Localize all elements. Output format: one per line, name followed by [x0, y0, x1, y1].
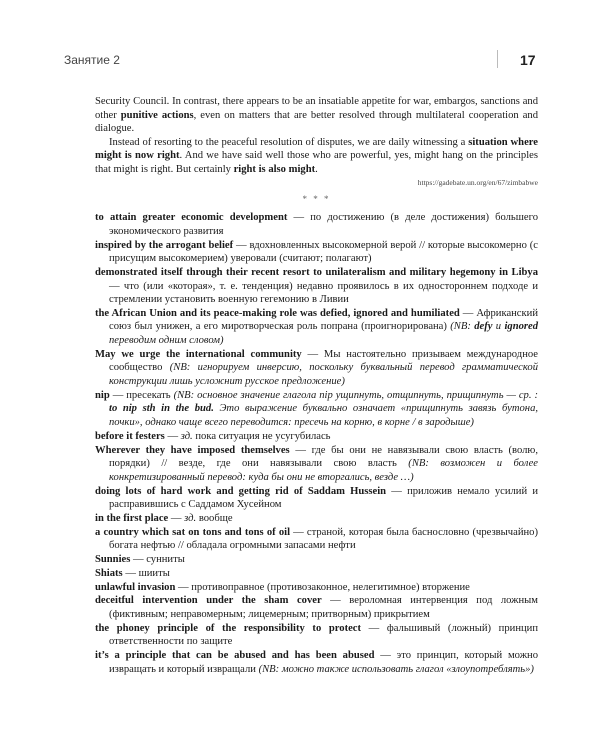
entry-festers	[95, 430, 538, 444]
glossary-translation: — страной, которая была баснословно (чрезвычайно) богата нефтью // обладала огромными запасами нефти	[109, 526, 538, 552]
glossary-translation: — вдохновленных высокомерной верой // которые высокомерно (с присущим высокомерием) уверовали (считают; полагают)	[109, 239, 538, 265]
glossary-translation: — где бы они не навязывали свою власть (волю, порядки) // везде, где они навязывали свою власть	[109, 444, 538, 470]
glossary-translation: — приложив немало усилий и расправившись с Саддамом Хусейном	[109, 485, 538, 511]
glossary-note: ignored	[504, 321, 539, 333]
entry-shiats	[95, 567, 538, 581]
glossary-term: inspired by the arrogant belief	[95, 239, 234, 251]
entry-responsibility-to-protect	[95, 622, 538, 649]
glossary-term: before it festers	[95, 430, 165, 442]
entry-imposed-themselves	[95, 444, 538, 485]
glossary-term: Shiats	[95, 567, 123, 579]
entry-african-union	[95, 307, 538, 348]
entry-economic-development	[95, 211, 538, 238]
glossary-term: the phoney principle of the responsibility to protect	[95, 622, 362, 634]
glossary-translation: — это принцип, который можно извращать и который извращали	[109, 650, 538, 675]
glossary-note: зд.	[184, 512, 197, 524]
glossary-term: it’s a principle that can be abused and has been abused	[95, 650, 375, 662]
glossary-translation: —	[168, 512, 185, 524]
glossary-term: Wherever they have imposed themselves	[95, 444, 290, 456]
glossary-term: nip	[95, 389, 110, 401]
glossary-translation: вообще	[196, 512, 233, 524]
page-number: 17	[520, 52, 536, 68]
entry-unlawful-invasion	[95, 581, 538, 595]
glossary-term: doing lots of hard work and getting rid of Saddam Hussein	[95, 485, 387, 497]
entry-abused-principle	[95, 649, 538, 676]
entry-arrogant-belief	[95, 239, 538, 266]
glossary-term: deceitful intervention under the sham cover	[95, 595, 322, 607]
source-url: https://gadebate.un.org/en/67/zimbabwe	[417, 177, 538, 187]
text-run: .	[315, 163, 318, 175]
text-run: , even on matters that are better resolved through multilateral cooperation and dialogue.	[95, 109, 538, 135]
glossary-note: Это выражение буквально означает «прищипнуть завязь бутона, почки», однако чаще всего переводится: пресечь на корню, в корне / в зародыше)	[109, 403, 539, 428]
glossary-translation: пока ситуация не усугубилась	[192, 430, 331, 442]
glossary-translation: — противоправное (противозаконное, нелегитимное) вторжение	[175, 581, 470, 593]
bold-phrase: right is also might	[233, 163, 316, 175]
entry-sunnies	[95, 553, 538, 567]
glossary-translation: — Африканский союз был унижен, а его миротворческая роль попрана (проигнорирована)	[109, 307, 538, 333]
bold-phrase: punitive actions	[120, 109, 194, 121]
glossary-term: unlawful invasion	[95, 581, 176, 593]
glossary-translation: — сунниты	[130, 554, 185, 566]
glossary-note: defy	[474, 321, 493, 333]
entry-deceitful-intervention	[95, 594, 538, 621]
glossary-term: in the first place	[95, 512, 169, 524]
glossary-note: зд.	[180, 430, 193, 442]
glossary-term: the African Union and its peace-making role was defied, ignored and humiliated	[95, 307, 460, 319]
glossary-translation: — шииты	[122, 567, 170, 579]
glossary-term: Sunnies	[95, 554, 131, 566]
glossary-note: переводим одним словом)	[109, 335, 224, 347]
running-header-section: Занятие 2	[64, 53, 120, 67]
section-separator: * * *	[302, 193, 331, 204]
glossary-term: demonstrated itself through their recent resort to unilateralism and military hegemony in Libya	[95, 266, 538, 278]
glossary-translation: — Мы настоятельно призываем международное сообщество	[109, 348, 538, 374]
entry-nip	[95, 389, 538, 430]
passage-paragraph-1	[95, 95, 538, 136]
entry-tons-of-oil	[95, 526, 538, 553]
glossary-term: May we urge the international community	[95, 348, 302, 360]
glossary-term: a country which sat on tons and tons of oil	[95, 526, 291, 538]
text-run: Instead of resorting to the peaceful resolution of disputes, we are daily witnessing a	[109, 136, 469, 148]
glossary-note: to nip sth in the bud.	[109, 403, 214, 415]
entry-unilateralism	[95, 266, 538, 307]
glossary-translation: — вероломная интервенция под ложным (фиктивным; неправомерным; лицемерным; притворным) прикрытием	[109, 595, 538, 620]
glossary-list	[95, 211, 538, 676]
page-content	[95, 95, 538, 677]
entry-international-community	[95, 348, 538, 389]
glossary-translation: — пресекать	[109, 389, 174, 401]
glossary-translation: — фальшивый (ложный) принцип ответственности по защите	[109, 622, 538, 648]
glossary-note: (NB: основное значение глагола nip ущипнуть, отщипнуть, прищипнуть — ср. :	[173, 389, 538, 401]
text-run: . And we have said well those who are powerful, yes, might hang on the principles that might is right. But certainly	[95, 150, 538, 175]
glossary-translation: — что (или «которая», т. е. тенденция) недавно проявилось в их одностороннем подходе и стремлении установить военную гегемонию в Ливии	[109, 280, 538, 306]
bold-phrase: situation where might is now right	[95, 136, 538, 162]
entry-first-place	[95, 512, 538, 526]
glossary-note: (NB: игнорируем инверсию, поскольку буквальный перевод грамматической конструкции лишь усложнит русское предложение)	[109, 362, 538, 388]
glossary-term: to attain greater economic development	[95, 212, 288, 224]
glossary-note: (NB: можно также использовать глагол «злоупотреблять»)	[258, 663, 534, 675]
header-divider	[497, 50, 498, 68]
passage-paragraph-2	[95, 136, 538, 177]
glossary-translation: —	[164, 430, 181, 442]
glossary-note: (NB: возможен и более конкретизированный перевод: куда бы они не вторгались, везде …)	[109, 458, 538, 483]
entry-saddam-hussein	[95, 485, 538, 512]
glossary-note: и	[492, 321, 505, 333]
glossary-note: (NB:	[450, 321, 475, 333]
glossary-translation: — по достижению (в деле достижения) большего экономического развития	[109, 212, 538, 237]
text-run: Security Council. In contrast, there appears to be an insatiable appetite for war, embargos, sanctions and other	[95, 96, 538, 121]
